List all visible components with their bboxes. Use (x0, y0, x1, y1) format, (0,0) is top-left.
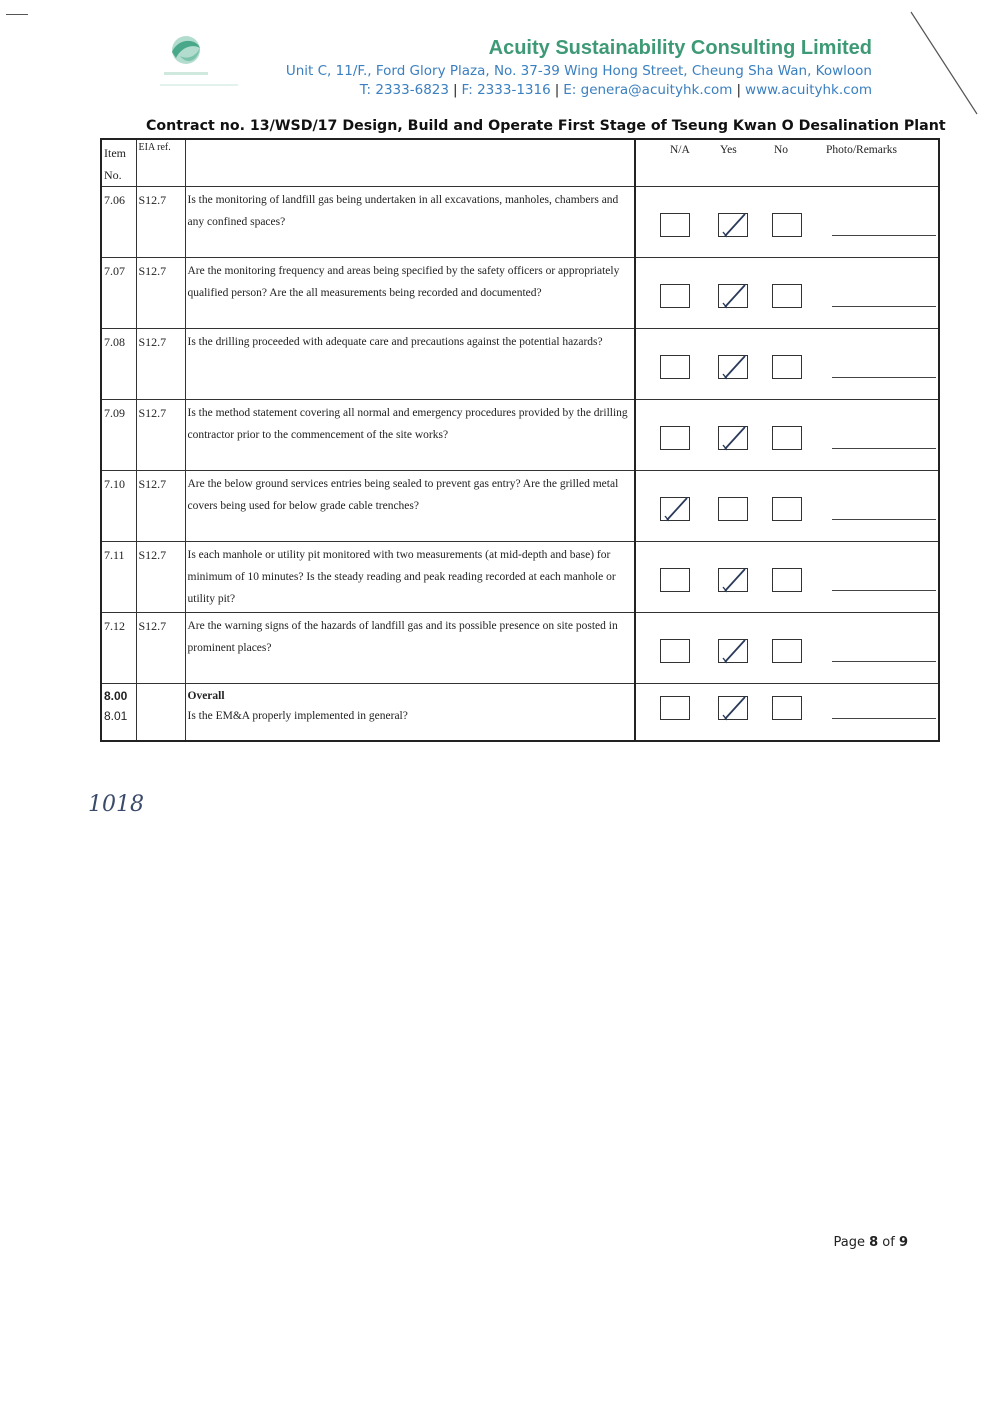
checkbox-no[interactable] (772, 696, 802, 720)
header-eia-ref: EIA ref. (136, 139, 185, 187)
page-total: 9 (898, 1235, 908, 1250)
section-title: Overall (187, 690, 225, 702)
checkbox-yes[interactable] (718, 426, 748, 450)
separator: | (554, 82, 560, 98)
question-text: Is the drilling proceeded with adequate care and precautions against the potential hazards? (185, 329, 635, 400)
checkbox-na[interactable] (660, 568, 690, 592)
eia-ref: S12.7 (136, 187, 185, 258)
answer-cell (635, 471, 939, 542)
answer-cell (635, 400, 939, 471)
question-text: Is the method statement covering all normal and emergency procedures provided by the drilling contractor prior to the commencement of the site works? (185, 400, 635, 471)
checkbox-na[interactable] (660, 355, 690, 379)
checkbox-yes[interactable] (718, 497, 748, 521)
section-number: 8.00 (104, 689, 128, 703)
company-contact-line (360, 82, 872, 98)
checkbox-no[interactable] (772, 639, 802, 663)
tick-mark-icon (715, 630, 755, 670)
eia-ref (136, 684, 185, 742)
overall-question-cell (185, 684, 635, 742)
eia-ref: S12.7 (136, 329, 185, 400)
header-answer-columns (635, 139, 939, 187)
question-text: Is the EM&A properly implemented in general? (187, 710, 408, 722)
checkbox-na[interactable] (660, 213, 690, 237)
checkbox-yes[interactable] (718, 639, 748, 663)
company-address: Unit C, 11/F., Ford Glory Plaza, No. 37-39 Wing Hong Street, Cheung Sha Wan, Kowloon (285, 63, 872, 79)
header-photo-remarks: Photo/Remarks (826, 144, 897, 156)
item-number: 7.09 (101, 400, 136, 471)
checklist-table (100, 138, 940, 742)
eia-ref: S12.7 (136, 613, 185, 684)
separator: | (452, 82, 458, 98)
remarks-line[interactable] (832, 519, 936, 520)
table-row (101, 329, 939, 400)
header-item-no: Item No. (101, 139, 136, 187)
tick-mark-icon (715, 687, 755, 727)
eia-ref: S12.7 (136, 542, 185, 613)
checkbox-no[interactable] (772, 355, 802, 379)
page-prefix: Page (833, 1235, 870, 1250)
table-row (101, 187, 939, 258)
remarks-line[interactable] (832, 718, 936, 719)
table-row (101, 400, 939, 471)
tick-mark-icon (715, 275, 755, 315)
remarks-line[interactable] (832, 377, 936, 378)
question-text: Are the monitoring frequency and areas being specified by the safety officers or appropriately qualified person? Are the all measurements being recorded and documented? (185, 258, 635, 329)
header-na: N/A (670, 144, 690, 156)
checkbox-no[interactable] (772, 568, 802, 592)
checkbox-yes[interactable] (718, 696, 748, 720)
question-text: Is the monitoring of landfill gas being undertaken in all excavations, manholes, chambers and any confined spaces? (185, 187, 635, 258)
item-number: 7.08 (101, 329, 136, 400)
item-number: 7.10 (101, 471, 136, 542)
item-number: 7.06 (101, 187, 136, 258)
page-of: of (878, 1235, 899, 1250)
header-yes: Yes (720, 144, 737, 156)
item-number: 8.01 (104, 709, 128, 723)
overall-row (101, 684, 939, 742)
remarks-line[interactable] (832, 448, 936, 449)
answer-cell (635, 684, 939, 742)
company-logo-icon (158, 30, 238, 96)
scan-fold-line (905, 10, 985, 120)
handwritten-note: 1018 (88, 792, 144, 817)
remarks-line[interactable] (832, 306, 936, 307)
checkbox-yes[interactable] (718, 213, 748, 237)
header-question (185, 139, 635, 187)
header-no: No (774, 144, 789, 156)
answer-cell (635, 329, 939, 400)
table-row (101, 258, 939, 329)
question-text: Are the warning signs of the hazards of landfill gas and its possible presence on site posted in prominent places? (185, 613, 635, 684)
answer-cell (635, 542, 939, 613)
item-number: 7.07 (101, 258, 136, 329)
separator: | (736, 82, 742, 98)
remarks-line[interactable] (832, 235, 936, 236)
checkbox-no[interactable] (772, 213, 802, 237)
checkbox-yes[interactable] (718, 284, 748, 308)
checkbox-na[interactable] (660, 284, 690, 308)
checkbox-na[interactable] (660, 426, 690, 450)
eia-ref: S12.7 (136, 471, 185, 542)
tick-mark-icon (715, 559, 755, 599)
answer-cell (635, 613, 939, 684)
checkbox-na[interactable] (660, 639, 690, 663)
table-row (101, 613, 939, 684)
eia-ref: S12.7 (136, 400, 185, 471)
page-current: 8 (869, 1235, 879, 1250)
table-header-row (101, 139, 939, 187)
checkbox-yes[interactable] (718, 355, 748, 379)
tick-mark-icon (715, 204, 755, 244)
table-row (101, 542, 939, 613)
question-text: Is each manhole or utility pit monitored with two measurements (at mid-depth and base) for minimum of 10 minutes? Is the steady reading and peak reading recorded at each manhole or utility pit? (185, 542, 635, 613)
item-number: 7.11 (101, 542, 136, 613)
contract-title: Contract no. 13/WSD/17 Design, Build and Operate First Stage of Tseung Kwan O Desalination Plant (146, 118, 946, 134)
overall-item-cell (101, 684, 136, 742)
eia-ref: S12.7 (136, 258, 185, 329)
company-website: www.acuityhk.com (745, 82, 872, 98)
company-phone: T: 2333-6823 (359, 82, 449, 98)
scan-mark-top-left (6, 14, 28, 15)
page-number (834, 1235, 909, 1250)
checkbox-no[interactable] (772, 284, 802, 308)
company-email: E: genera@acuityhk.com (563, 82, 733, 98)
checkbox-no[interactable] (772, 426, 802, 450)
company-fax: F: 2333-1316 (461, 82, 551, 98)
tick-mark-icon (657, 488, 697, 528)
company-name: Acuity Sustainability Consulting Limited (488, 37, 872, 59)
checkbox-no[interactable] (772, 497, 802, 521)
remarks-line[interactable] (832, 661, 936, 662)
answer-cell (635, 258, 939, 329)
checkbox-na[interactable] (660, 696, 690, 720)
table-row (101, 471, 939, 542)
tick-mark-icon (715, 346, 755, 386)
tick-mark-icon (715, 417, 755, 457)
checkbox-na[interactable] (660, 497, 690, 521)
answer-cell (635, 187, 939, 258)
remarks-line[interactable] (832, 590, 936, 591)
checkbox-yes[interactable] (718, 568, 748, 592)
item-number: 7.12 (101, 613, 136, 684)
question-text: Are the below ground services entries being sealed to prevent gas entry? Are the grilled metal covers being used for below grade cable trenches? (185, 471, 635, 542)
